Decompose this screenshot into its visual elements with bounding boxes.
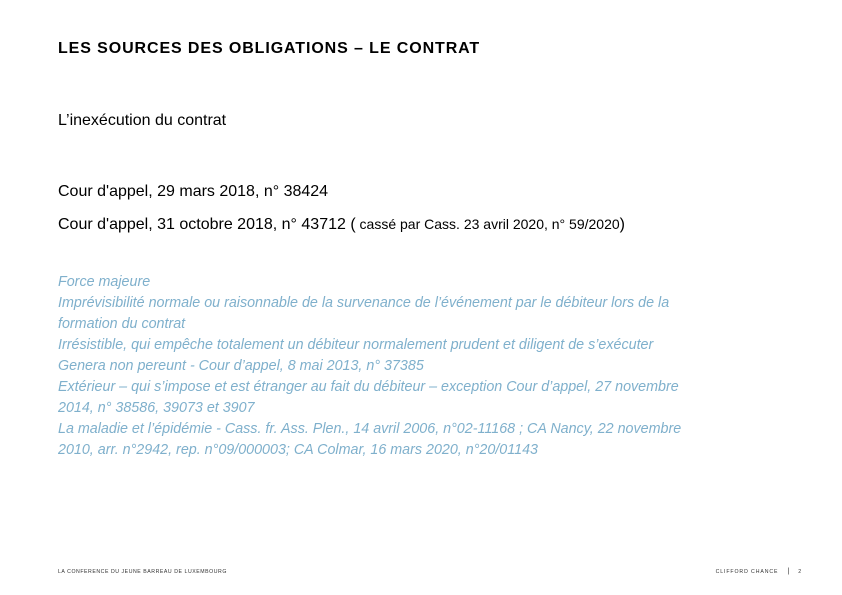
slide-title: LES SOURCES DES OBLIGATIONS – LE CONTRAT bbox=[58, 40, 481, 57]
footer-brand-block bbox=[716, 568, 802, 575]
footer-divider: | bbox=[787, 568, 790, 575]
note-line: formation du contrat bbox=[58, 316, 186, 332]
decision-line-2-main: Cour d'appel, 31 octobre 2018, n° 43712 ( bbox=[58, 216, 356, 233]
note-line: La maladie et l’épidémie - Cass. fr. Ass. Plen., 14 avril 2006, n°02-11168 ; CA Nancy, 22 novembre bbox=[58, 421, 682, 437]
page-number: 2 bbox=[798, 568, 802, 575]
decision-line-2-close: ) bbox=[619, 216, 625, 233]
court-decisions bbox=[58, 182, 625, 246]
decision-line-2-cassation-note: cassé par Cass. 23 avril 2020, n° 59/2020 bbox=[355, 216, 620, 232]
footer-brand: CLIFFORD CHANCE bbox=[715, 568, 779, 575]
note-line: 2010, arr. n°2942, rep. n°09/000003; CA Colmar, 16 mars 2020, n°20/01143 bbox=[58, 442, 538, 458]
footer-organization: LA CONFERENCE DU JEUNE BARREAU DE LUXEMBOURG bbox=[58, 569, 227, 575]
note-line: Imprévisibilité normale ou raisonnable de la survenance de l’événement par le débiteur lors de la bbox=[58, 295, 670, 311]
note-line: Genera non pereunt - Cour d’appel, 8 mai 2013, n° 37385 bbox=[58, 358, 424, 374]
force-majeure-notes bbox=[58, 272, 788, 461]
note-line: Force majeure bbox=[58, 274, 151, 290]
decision-line-1: Cour d'appel, 29 mars 2018, n° 38424 bbox=[58, 183, 329, 200]
note-line: Extérieur – qui s’impose et est étranger au fait du débiteur – exception Cour d’appel, 27 novembre bbox=[58, 379, 679, 395]
decision-line-2 bbox=[58, 214, 625, 246]
note-line: 2014, n° 38586, 39073 et 3907 bbox=[58, 400, 255, 416]
note-line: Irrésistible, qui empêche totalement un débiteur normalement prudent et diligent de s’exécuter bbox=[58, 337, 654, 353]
section-heading: L’inexécution du contrat bbox=[58, 112, 227, 129]
